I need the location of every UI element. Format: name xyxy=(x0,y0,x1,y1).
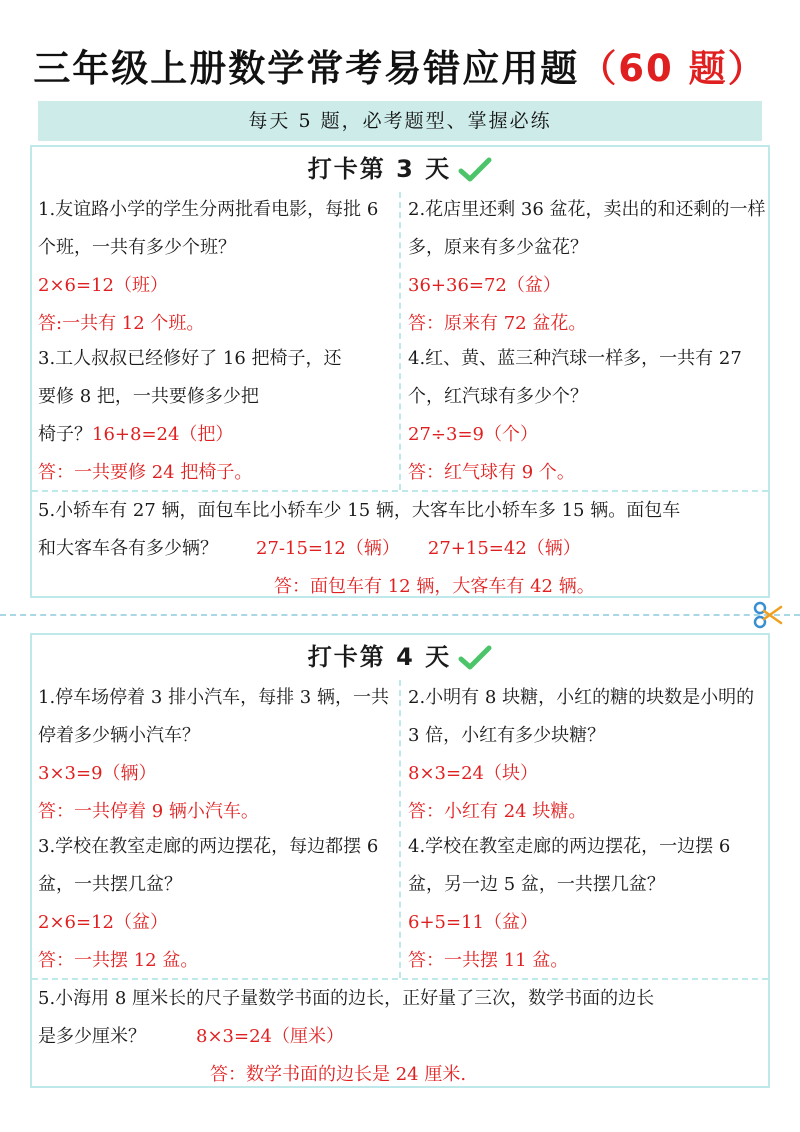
formula: 2×6=12（班） xyxy=(38,275,168,296)
day4-q4 xyxy=(408,828,766,980)
question-text-line: 是多少厘米？ xyxy=(38,1026,146,1047)
answer: 答：一共要修 24 把椅子。 xyxy=(38,462,253,483)
subtitle-banner: 每天 5 题，必考题型、掌握必练 xyxy=(38,101,762,141)
answer: 答：一共摆 12 盆。 xyxy=(38,950,199,971)
question-text-line: 椅子？ xyxy=(38,424,92,445)
answer: 答:一共有 12 个班。 xyxy=(38,313,205,334)
question-text-line: 要修 8 把，一共要修多少把 xyxy=(38,386,259,407)
answer: 答：原来有 72 盆花。 xyxy=(408,313,587,334)
formula: 8×3=24（厘米） xyxy=(196,1026,344,1047)
day3-q5 xyxy=(38,492,764,606)
question-text: 2.小明有 8 块糖，小红的糖的块数是小明的 3 倍，小红有多少块糖？ xyxy=(408,687,755,746)
formula: 8×3=24（块） xyxy=(408,763,538,784)
question-text: 1.友谊路小学的学生分两批看电影，每批 6 个班，一共有多少个班？ xyxy=(38,199,379,258)
formula: 36+36=72（盆） xyxy=(408,275,561,296)
day4-q2 xyxy=(408,679,766,831)
question-text: 2.花店里还剩 36 盆花，卖出的和还剩的一样多，原来有多少盆花？ xyxy=(408,199,766,258)
divider xyxy=(399,680,401,978)
divider xyxy=(399,192,401,490)
check-icon xyxy=(458,157,492,183)
answer: 答：面包车有 12 辆，大客车有 42 辆。 xyxy=(274,576,595,597)
day3-q1 xyxy=(38,191,395,343)
day4-heading: 打卡第 4 天 xyxy=(307,643,452,671)
day3-q4 xyxy=(408,340,766,492)
formula: 6+5=11（盆） xyxy=(408,912,538,933)
day4-q1 xyxy=(38,679,395,831)
cut-line xyxy=(0,614,800,616)
day4-card xyxy=(30,633,770,1088)
question-text: 3.学校在教室走廊的两边摆花，每边都摆 6 盆，一共摆几盆？ xyxy=(38,836,379,895)
day3-q3 xyxy=(38,340,395,492)
day3-q2 xyxy=(408,191,766,343)
formula: 27-15=12（辆） xyxy=(256,538,400,559)
title-count: （60 题） xyxy=(579,47,767,90)
question-text-line: 5.小轿车有 27 辆，面包车比小轿车少 15 辆，大客车比小轿车多 15 辆。面包车 xyxy=(38,500,681,521)
day4-header xyxy=(32,635,768,680)
page-title xyxy=(0,38,800,92)
formula: 2×6=12（盆） xyxy=(38,912,168,933)
day3-card xyxy=(30,145,770,598)
question-text: 4.红、黄、蓝三种汽球一样多，一共有 27 个，红汽球有多少个？ xyxy=(408,348,742,407)
day4-q5 xyxy=(38,980,764,1094)
formula: 27÷3=9（个） xyxy=(408,424,538,445)
answer: 答：数学书面的边长是 24 厘米. xyxy=(210,1064,467,1085)
formula: 3×3=9（辆） xyxy=(38,763,157,784)
answer: 答：红气球有 9 个。 xyxy=(408,462,575,483)
title-main: 三年级上册数学常考易错应用题 xyxy=(33,47,580,90)
day4-q3 xyxy=(38,828,395,980)
check-icon xyxy=(458,645,492,671)
formula: 27+15=42（辆） xyxy=(427,538,581,559)
question-text-line: 和大客车各有多少辆？ xyxy=(38,538,218,559)
day3-header xyxy=(32,147,768,192)
answer: 答：小红有 24 块糖。 xyxy=(408,801,587,822)
answer: 答：一共停着 9 辆小汽车。 xyxy=(38,801,259,822)
question-text: 4.学校在教室走廊的两边摆花，一边摆 6 盆，另一边 5 盆，一共摆几盆？ xyxy=(408,836,731,895)
question-text: 1.停车场停着 3 排小汽车，每排 3 辆，一共停着多少辆小汽车？ xyxy=(38,687,389,746)
question-text-line: 5.小海用 8 厘米长的尺子量数学书面的边长，正好量了三次，数学书面的边长 xyxy=(38,988,655,1009)
formula: 16+8=24（把） xyxy=(92,424,234,445)
question-text-line: 3.工人叔叔已经修好了 16 把椅子，还 xyxy=(38,348,342,369)
scissors-icon xyxy=(753,601,783,629)
answer: 答：一共摆 11 盆。 xyxy=(408,950,569,971)
day3-heading: 打卡第 3 天 xyxy=(307,155,452,183)
